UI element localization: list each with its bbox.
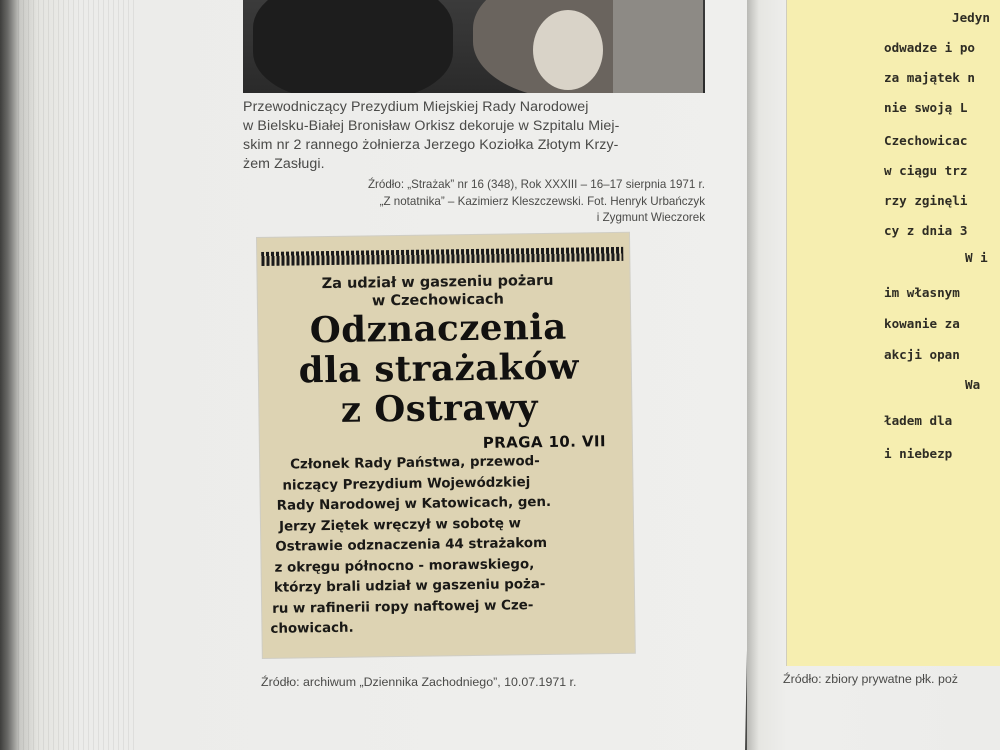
typed-document-source: Źródło: zbiory prywatne płk. poż: [783, 672, 958, 686]
typed-line: W i: [965, 250, 988, 265]
clipping-body-line: z okręgu północno - morawskiego,: [274, 556, 535, 576]
typed-line: za majątek n: [884, 70, 975, 85]
clipping-dateline: PRAGA 10. VII: [482, 432, 606, 452]
typed-line: cy z dnia 3: [884, 223, 968, 238]
clipping-source: Źródło: archiwum „Dziennika Zachodniego”, 10.07.1971 r.: [261, 675, 577, 689]
typed-line: akcji opan: [884, 347, 960, 362]
clipping-headline: [262, 307, 616, 432]
typed-line: kowanie za: [884, 316, 960, 331]
typed-line: ładem dla: [884, 413, 953, 428]
clipping-body-line: niczący Prezydium Wojewódzkiej: [282, 474, 531, 494]
photo-hand: [533, 10, 603, 90]
newspaper-clipping: [257, 233, 635, 658]
typed-line: Jedyn: [952, 10, 990, 25]
clipping-headline-line: z Ostrawy: [340, 387, 539, 431]
photo-caption-line: skim nr 2 rannego żołnierza Jerzego Koziołka Złotym Krzy-: [243, 137, 619, 153]
photo-source-line: „Z notatnika” – Kazimierz Kleszczewski. Fot. Henryk Urbańczyk: [379, 194, 705, 208]
clipping-body-line: Rady Narodowej w Katowicach, gen.: [276, 494, 552, 514]
photo-source-line: i Zygmunt Wieczorek: [596, 211, 705, 224]
photo-source-line: Źródło: „Strażak” nr 16 (348), Rok XXXIII – 16–17 sierpnia 1971 r.: [367, 178, 705, 191]
page-edges: [18, 0, 138, 750]
clipping-body-line: Członek Rady Państwa, przewod-: [290, 454, 540, 473]
clipping-kicker-line: Za udział w gaszeniu pożaru: [321, 272, 554, 293]
typed-line: odwadze i po: [884, 40, 975, 55]
clipping-body-line: ru w rafinerii ropy naftowej w Cze-: [272, 597, 534, 617]
clipping-body-line: Jerzy Ziętek wręczył w sobotę w: [278, 515, 522, 535]
typed-line: rzy zginęli: [884, 193, 968, 208]
typed-line: i niebezp: [884, 446, 953, 461]
photo-source: [243, 177, 705, 227]
photo-caption-line: Przewodniczący Prezydium Miejskiej Rady Narodowej: [243, 99, 589, 115]
clipping-perforation: [261, 247, 623, 266]
photo-caption: [243, 98, 713, 174]
typed-line: Wa: [965, 377, 981, 392]
typed-line: Czechowicac: [884, 133, 968, 148]
photo-figure-left: [253, 0, 453, 93]
clipping-kicker-line: w Czechowicach: [371, 291, 504, 310]
typed-line: im własnym: [884, 285, 960, 300]
photo-caption-line: w Bielsku-Białej Bronisław Orkisz dekoruje w Szpitalu Miej-: [243, 118, 620, 134]
photo-background: [613, 0, 703, 93]
photo-caption-line: żem Zasługi.: [243, 156, 325, 172]
typed-line: nie swoją L: [884, 100, 968, 115]
clipping-headline-line: dla strażaków: [298, 346, 580, 392]
typed-line: w ciągu trz: [884, 163, 968, 178]
clipping-body-line: którzy brali udział w gaszeniu poża-: [273, 577, 546, 596]
award-photo: [243, 0, 705, 93]
clipping-kicker: [278, 271, 598, 311]
clipping-body-line: Ostrawie odznaczenia 44 strażakom: [275, 535, 548, 555]
clipping-body-line: chowicach.: [270, 620, 354, 637]
clipping-headline-line: Odznaczenia: [309, 306, 567, 352]
typed-document: [787, 0, 1000, 666]
clipping-body: [268, 451, 623, 640]
typed-document-text: [787, 0, 1000, 666]
